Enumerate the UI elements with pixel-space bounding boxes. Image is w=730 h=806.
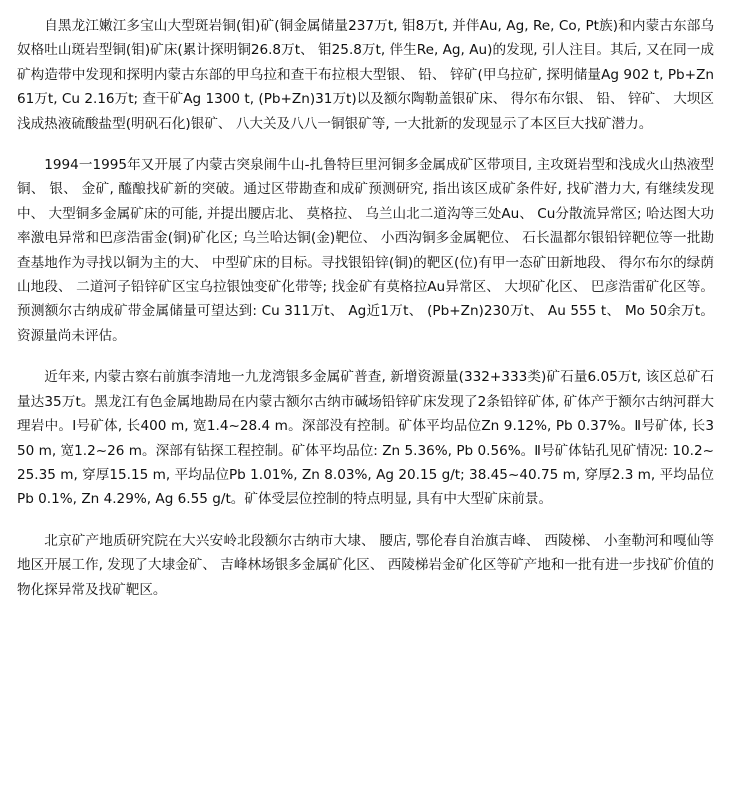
paragraph-1: 自黑龙江嫩江多宝山大型斑岩铜(钼)矿(铜金属储量237万t, 钼8万t, 并伴Au, Ag, Re, Co, Pt族)和内蒙古东部乌奴格吐山斑岩型铜(钼)矿床(累计探明铜26.8万t、 钼25.8万t, 伴生Re, Ag, Au)的发现, 引人注目。其后, 又在同一成矿构造带中发现和探明内蒙古东部的甲乌拉和查干布拉根大型银、 铅、 锌矿(甲乌拉矿, 探明储量Ag 902 t, Pb+Zn 61万t, Cu 2.16万t; 查干矿Ag 1300 t, (Pb+Zn)31万t)以及额尔陶勒盖银矿床、 得尔布尔银、 铅、 锌矿、 大坝区浅成热液硫酸盐型(明矾石化)银矿、 八大关及八八一铜银矿等, 一大批新的发现显示了本区巨大找矿潜力。 (17, 18, 714, 132)
paragraph-2: 1994一1995年又开展了内蒙古突泉闹牛山-扎鲁特巨里河铜多金属成矿区带项目, 主攻斑岩型和浅成火山热液型铜、 银、 金矿, 醯酿找矿新的突破。通过区带勘查和成矿预测研究, 指出该区成矿条件好, 找矿潜力大, 有继续发现中、 大型铜多金属矿床的可能, 并提出腰店北、 莫格拉、 乌兰山北二道沟等三处Au、 Cu分散流异常区; 哈达图大功率激电异常和巴彦浩雷金(铜)矿化区; 乌兰哈达铜(金)靶位、 小西沟铜多金属靶位、 石长温都尔银铅锌靶位等一批勘查基地作为寻找以铜为主的大、 中型矿床的目标。寻找银铅锌(铜)的靶区(位)有甲一态矿田新地段、 得尔布尔的绿荫山地段、 二道河子铅锌矿区宝乌拉银蚀变矿化带等; 找金矿有莫格拉Au异常区、 大坝矿化区、 巴彦浩雷矿化区等。预测额尔古纳成矿带金属储量可望达到: Cu 311万t、 Ag近1万t、 (Pb+Zn)230万t、 Au 555 t、 Mo 50余万t。资源量尚未评估。 (17, 157, 714, 344)
paragraph-3: 近年来, 内蒙古察右前旗李清地一九龙湾银多金属矿普查, 新增资源量(332+333类)矿石量6.05万t, 该区总矿石量达35万t。黑龙江有色金属地勘局在内蒙古额尔古纳市碱场铅锌矿床发现了2条铅锌矿体, 矿体产于额尔古纳河群大理岩中。Ⅰ号矿体, 长400 m, 宽1.4~28.4 m。深部没有控制。矿体平均品位Zn 9.12%, Pb 0.37%。Ⅱ号矿体, 长350 m, 宽1.2~26 m。深部有钻探工程控制。矿体平均品位: Zn 5.36%, Pb 0.56%。Ⅱ号矿体钻孔见矿情况: 10.2~25.35 m, 穿厚15.15 m, 平均品位Pb 1.01%, Zn 8.03%, Ag 20.15 g/t; 38.45~40.75 m, 穿厚2.3 m, 平均品位Pb 0.1%, Zn 4.29%, Ag 6.55 g/t。矿体受层位控制的特点明显, 具有中大型矿床前景。 (17, 369, 714, 508)
paragraph-4: 北京矿产地质研究院在大兴安岭北段额尔古纳市大埭、 腰店, 鄂伦春自治旗吉峰、 西陵梯、 小奎勒河和嘎仙等地区开展工作, 发现了大埭金矿、 吉峰林场银多金属矿化区、 西陵梯岩金矿化区等矿产地和一批有进一步找矿价值的物化探异常及找矿靶区。 (17, 532, 714, 598)
